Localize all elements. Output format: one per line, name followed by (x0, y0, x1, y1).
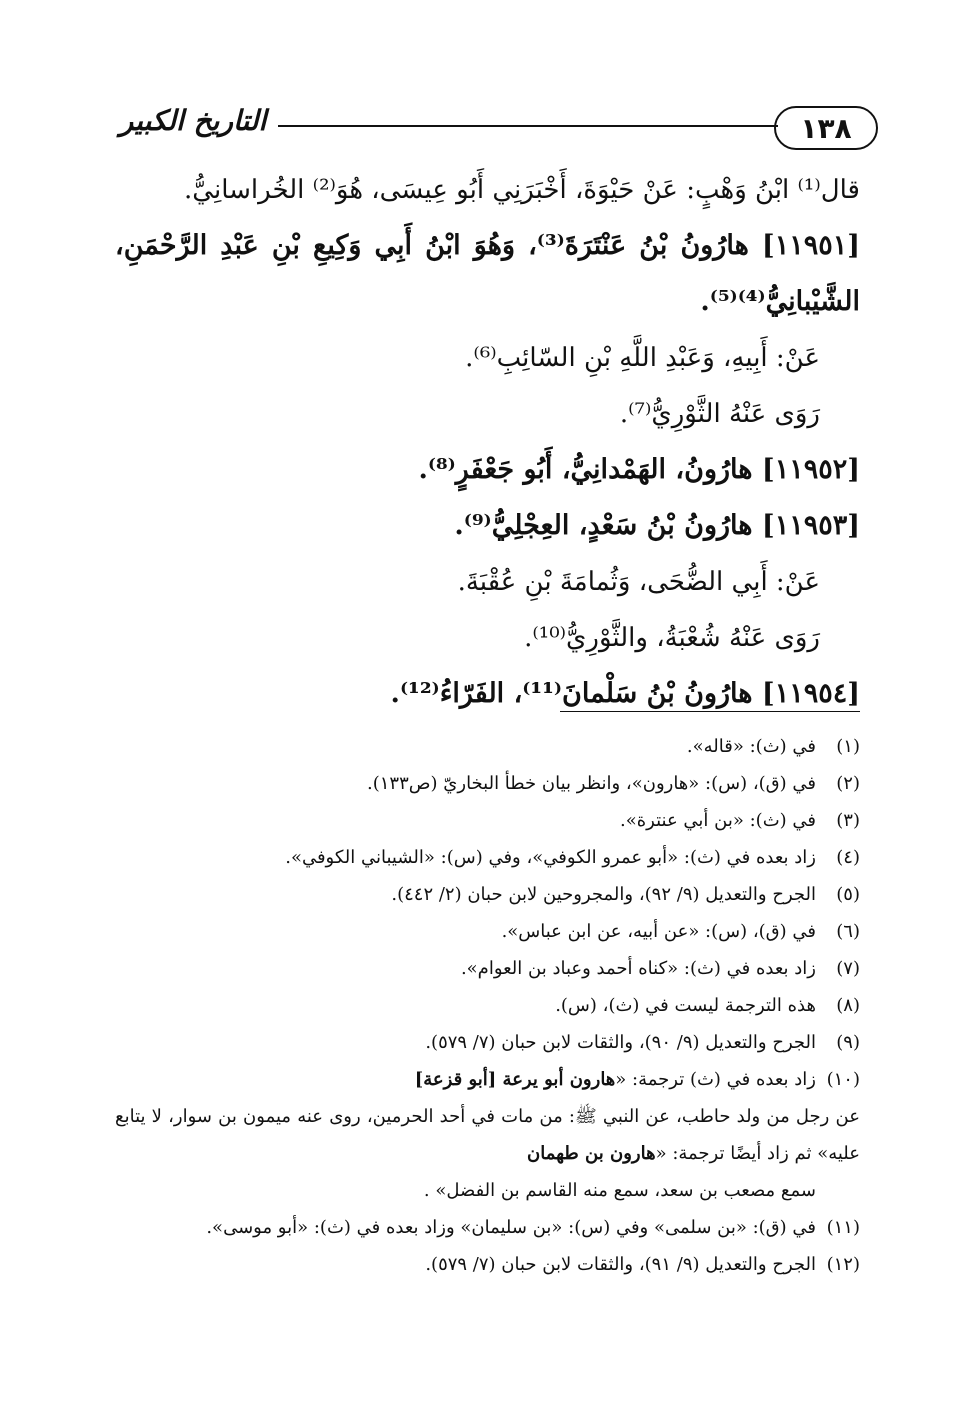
footnote-11 (115, 1209, 860, 1246)
footnote-text-bold: هارون بن طهمان (527, 1143, 656, 1164)
footnote-number: (٩) (836, 1032, 860, 1053)
footnote-number: (٣) (836, 810, 860, 831)
footnote-text: زاد بعده في (ث): «كناه أحمد وعباد بن العوام». (460, 958, 816, 979)
footnote-text: في (ث): «بن أبي عنترة». (620, 810, 816, 831)
text-line: عَنْ: أَبِيهِ، وَعَبْدِ اللَّهِ بْنِ السّائِبِ⁽⁶⁾. (465, 343, 820, 373)
footnote-number: (١١) (826, 1217, 860, 1238)
footnote-text: في (ق)، (س): «عن أبيه، عن ابن عباس». (501, 921, 816, 942)
footnote-text: في (ق): «بن سلمى» وفي (س): «بن سليمان» وزاد بعده في (ث): «أبو موسى». (206, 1217, 816, 1238)
footnote-1 (115, 728, 860, 765)
text-line: رَوَى عَنْهُ شُعْبَةُ، والثَّوْرِيُّ⁽¹⁰⁾. (524, 623, 820, 653)
footnote-9 (115, 1024, 860, 1061)
footnote-number: (٤) (836, 847, 860, 868)
footnote-10-continuation (115, 1098, 860, 1172)
footnote-2 (115, 765, 860, 802)
footnote-number: (١) (836, 736, 860, 757)
footnote-text: هذه الترجمة ليست في (ث)، (س). (555, 995, 816, 1016)
footnote-number: (١٠) (826, 1069, 860, 1090)
footnote-text: زاد بعده في (ث) ترجمة: « (615, 1069, 816, 1090)
footnote-text: في (ث): «قاله». (686, 736, 816, 757)
entry-text: هارُونُ بْنُ عَنْتَرَةَ⁽³⁾، وَهُوَ ابْنُ أَبِي وَكِيعِ بْنِ عَبْدِ الرَّحْمَنِ، الشَّيْبانِيُّ⁽⁴⁾⁽⁵⁾. (115, 230, 860, 317)
entry-text: هارُونُ، الهَمْدانِيُّ، أَبُو جَعْفَرٍ⁽⁸⁾. (418, 454, 753, 485)
footnote-10-end (115, 1172, 860, 1209)
page-header (118, 96, 878, 156)
footnote-number: (٦) (836, 921, 860, 942)
entry-text: هارُونُ بْنُ سَلْمانَ⁽¹¹⁾، الفَرّاءُ⁽¹²⁾. (390, 678, 753, 709)
footnote-text: في (ق)، (س): «هارون»، وانظر بيان خطأ البخاريّ (ص١٣٣). (367, 773, 816, 794)
entry-number: [١١٩٥١] (761, 230, 860, 261)
book-title: التاريخ الكبير (119, 104, 267, 137)
footnote-number: (٨) (836, 995, 860, 1016)
footnote-text: سمع مصعب بن سعد، سمع منه القاسم بن الفضل» . (423, 1180, 816, 1201)
footnote-text: زاد بعده في (ث): «أبو عمرو الكوفي»، وفي (س): «الشيباني الكوفي». (285, 847, 816, 868)
footnote-number: (٧) (836, 958, 860, 979)
footnote-text: عن رجل من ولد حاطب، عن النبي ﷺ: من مات في أحد الحرمين، روى عنه ميمون بن سوار، لا يتابع عليه» ثم زاد أيضًا ترجمة: « (115, 1106, 860, 1164)
page-number: ١٣٨ (774, 106, 878, 150)
footnote-text: الجرح والتعديل (٩/ ٩١)، والثقات لابن حبان (٧/ ٥٧٩). (425, 1254, 816, 1275)
entry-number: [١١٩٥٤] (761, 678, 860, 709)
text-line: عَنْ: أَبِي الضُّحَى، وَثُمامَةَ بْنِ عُقْبَةَ. (457, 567, 820, 597)
footnote-8 (115, 987, 860, 1024)
footnote-10 (115, 1061, 860, 1098)
main-text (115, 162, 860, 722)
footnote-text-bold: هارون أبو يرعة [أبو قزعة] (414, 1069, 616, 1090)
entry-11951 (115, 218, 860, 330)
entry-11953 (115, 498, 860, 554)
entry-text: هارُونُ بْنُ سَعْدٍ، العِجْلِيُّ⁽⁹⁾. (454, 510, 753, 541)
footnote-4 (115, 839, 860, 876)
entry-11954 (115, 666, 860, 722)
footnote-5 (115, 876, 860, 913)
entry-number: [١١٩٥٢] (761, 454, 860, 485)
footnotes (115, 728, 860, 1283)
entry-number: [١١٩٥٣] (761, 510, 860, 541)
footnote-12 (115, 1246, 860, 1283)
footnote-rule (560, 711, 860, 712)
footnote-text: الجرح والتعديل (٩/ ٩٢)، والمجروحين لابن حبان (٢/ ٤٤٢). (391, 884, 816, 905)
entry-11952 (115, 442, 860, 498)
footnote-6 (115, 913, 860, 950)
footnote-number: (٥) (836, 884, 860, 905)
header-rule (278, 125, 778, 127)
text-line: رَوَى عَنْهُ الثَّوْرِيُّ⁽⁷⁾. (619, 399, 820, 429)
footnote-number: (١٢) (826, 1254, 860, 1275)
footnote-3 (115, 802, 860, 839)
footnote-7 (115, 950, 860, 987)
footnote-number: (٢) (836, 773, 860, 794)
footnote-text: الجرح والتعديل (٩/ ٩٠)، والثقات لابن حبان (٧/ ٥٧٩). (425, 1032, 816, 1053)
text-line: قال⁽¹⁾ ابْنُ وَهْبٍ: عَنْ حَيْوَةَ، أَخْبَرَنِي أَبُو عِيسَى، هُوَ⁽²⁾ الخُراسانِيُّ. (184, 175, 860, 205)
